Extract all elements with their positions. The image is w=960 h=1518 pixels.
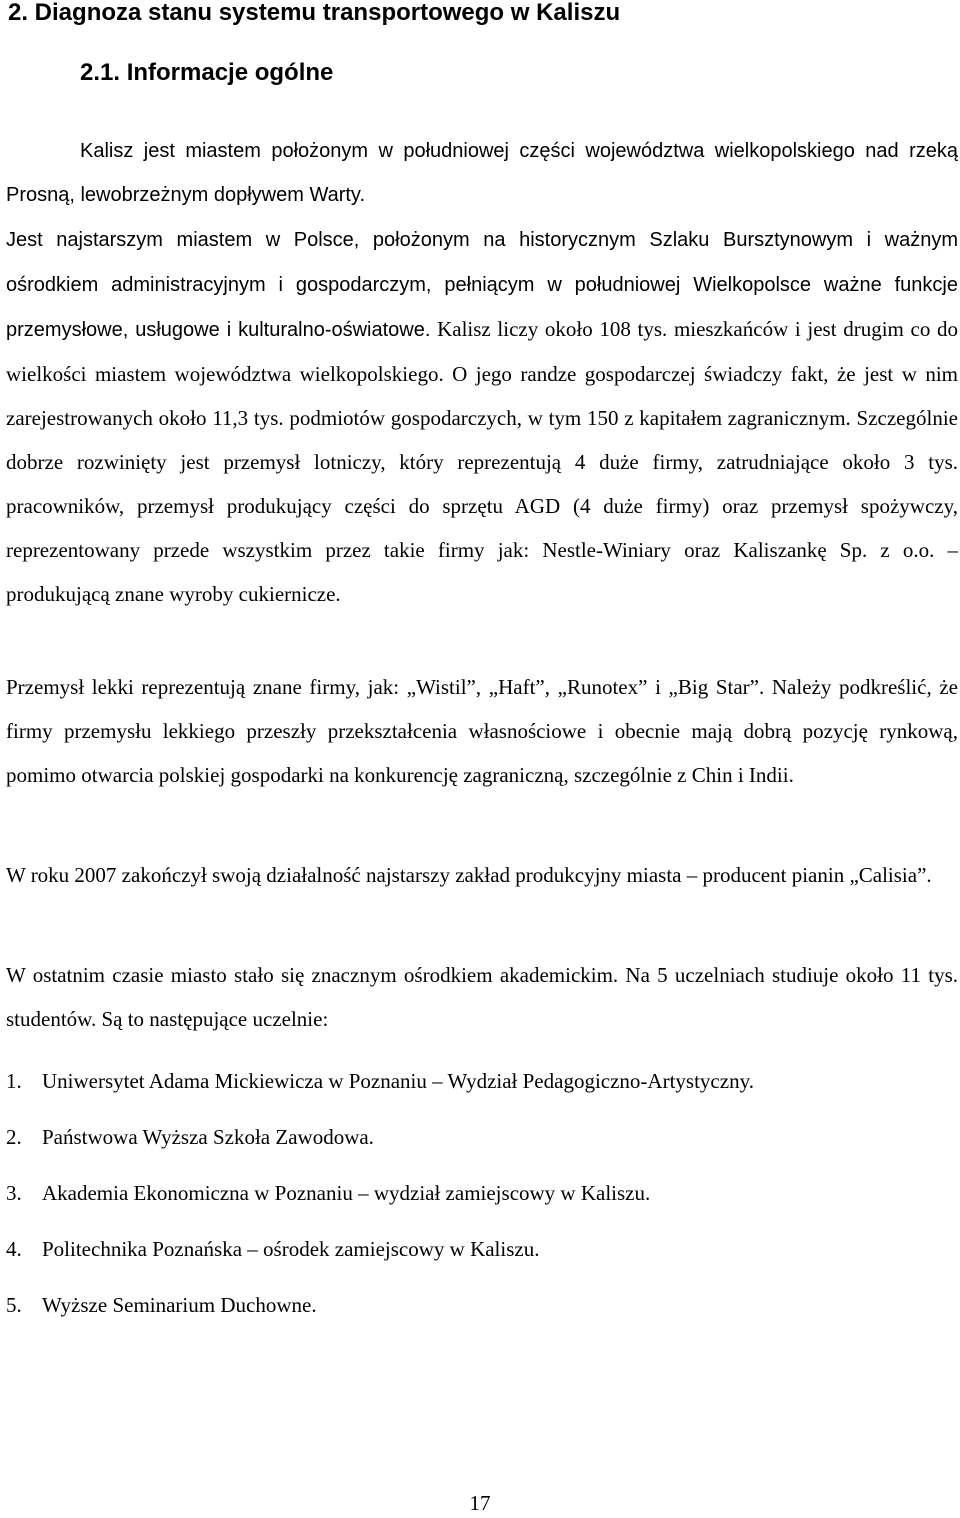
list-item — [6, 1053, 946, 1109]
list-number: 2. — [6, 1125, 22, 1149]
list-item — [6, 1109, 946, 1165]
paragraph-calisia: W roku 2007 zakończył swoją działalność najstarszy zakład produkcyjny miasta – producent pianin „Calisia”. — [6, 863, 932, 887]
page-number: 17 — [469, 1491, 491, 1515]
section-heading: 2.1. Informacje ogólne — [80, 59, 334, 86]
list-text: Państwowa Wyższa Szkoła Zawodowa. — [42, 1125, 374, 1149]
list-item — [6, 1221, 946, 1277]
list-number: 1. — [6, 1069, 22, 1093]
list-text: Wyższe Seminarium Duchowne. — [42, 1293, 317, 1317]
list-text: Akademia Ekonomiczna w Poznaniu – wydział zamiejscowy w Kaliszu. — [42, 1181, 651, 1205]
chapter-heading: 2. Diagnoza stanu systemu transportowego w Kaliszu — [8, 0, 621, 26]
paragraph-economy — [6, 217, 958, 616]
list-number: 5. — [6, 1293, 22, 1317]
list-item — [6, 1277, 946, 1333]
list-number: 3. — [6, 1181, 22, 1205]
paragraph-history-text: Jest najstarszym miastem w Polsce, położonym na historycznym Szlaku Bursztynowym i ważnym ośrodkiem administracyjnym i gospodarczym, pełniącym w południowej Wielkopolsce ważne funkcje przemysłowe, usługowe i kulturalno-oświatowe. — [6, 229, 958, 341]
paragraph-light-industry: Przemysł lekki reprezentują znane firmy, jak: „Wistil”, „Haft”, „Runotex” i „Big Star”. Należy podkreślić, że firmy przemysłu lekkiego przeszły przekształcenia własnościowe i obecnie mają dobrą pozycję rynkową, pomimo otwarcia polskiej gospodarki na konkurencję zagraniczną, szczególnie z Chin i Indii. — [6, 675, 958, 787]
paragraph-location: Kalisz jest miastem położonym w południowej części województwa wielkopolskiego nad rzeką Prosną, lewobrzeżnym dopływem Warty. — [6, 140, 958, 206]
list-item — [6, 1165, 946, 1221]
list-number: 4. — [6, 1237, 22, 1261]
paragraph-academic: W ostatnim czasie miasto stało się znacznym ośrodkiem akademickim. Na 5 uczelniach studiuje około 11 tys. studentów. Są to następujące uczelnie: — [6, 963, 958, 1031]
list-text: Uniwersytet Adama Mickiewicza w Poznaniu – Wydział Pedagogiczno-Artystyczny. — [42, 1069, 754, 1093]
universities-list — [6, 1053, 946, 1333]
paragraph-economy-text: Kalisz liczy około 108 tys. mieszkańców i jest drugim co do wielkości miastem województwa wielkopolskiego. O jego randze gospodarczej świadczy fakt, że jest w nim zarejestrowanych około 11,3 tys. podmiotów gospodarczych, w tym 150 z kapitałem zagranicznym. Szczególnie dobrze rozwinięty jest przemysł lotniczy, który reprezentują 4 duże firmy, zatrudniające około 3 tys. pracowników, przemysł produkujący części do sprzętu AGD (4 duże firmy) oraz przemysł spożywczy, reprezentowany przede wszystkim przez takie firmy jak: Nestle-Winiary oraz Kaliszankę Sp. z o.o. – produkującą znane wyroby cukiernicze. — [6, 317, 959, 606]
list-text: Politechnika Poznańska – ośrodek zamiejscowy w Kaliszu. — [42, 1237, 540, 1261]
